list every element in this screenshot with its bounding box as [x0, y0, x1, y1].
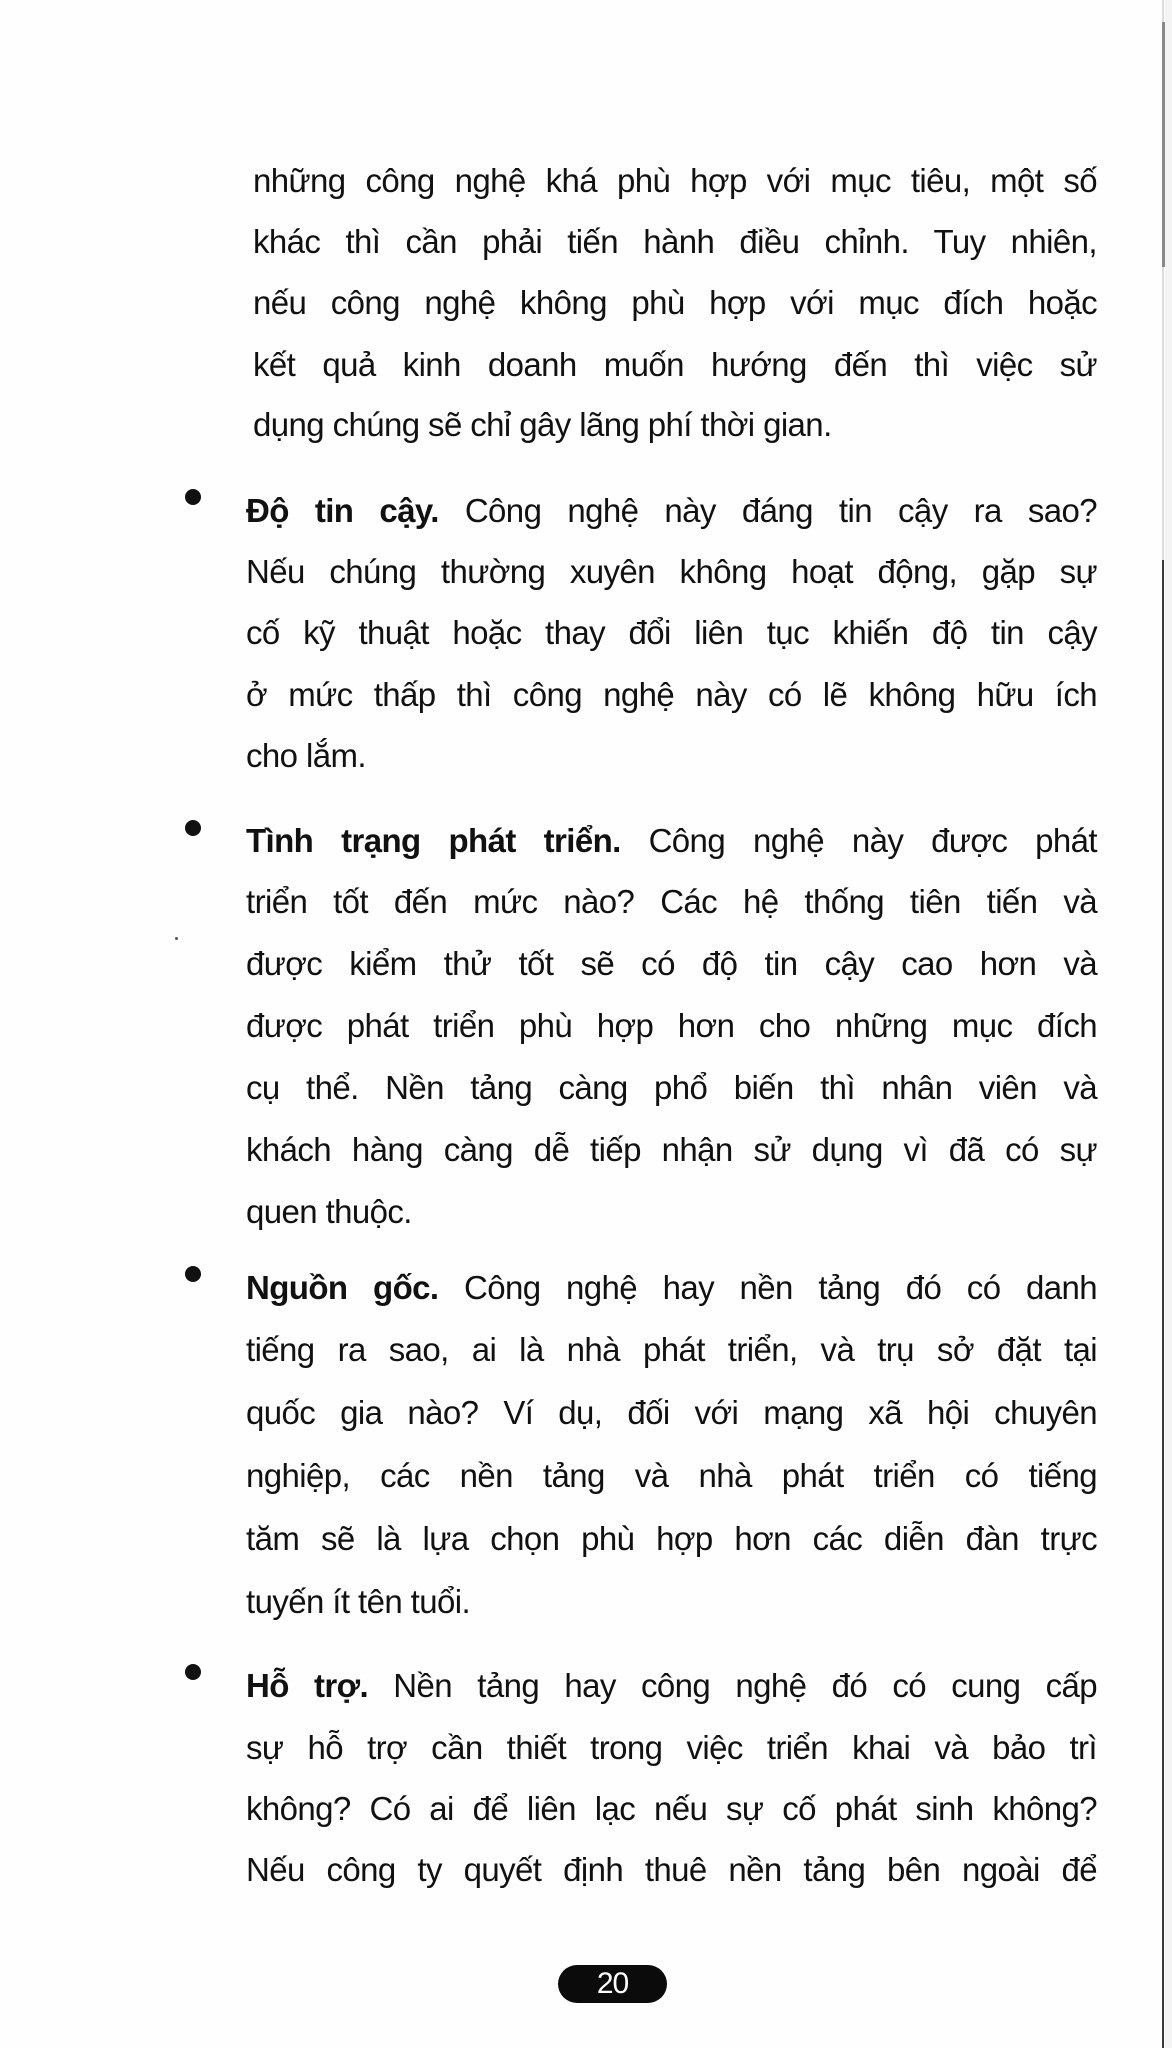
bullet-term: Độ tin cậy. [246, 492, 439, 529]
bullet-icon [185, 820, 201, 836]
paragraph-line: nếu công nghệ không phù hợp với mục đích hoặc [253, 284, 1097, 321]
bullet-line: quốc gia nào? Ví dụ, đối với mạng xã hội chuyên [246, 1394, 1097, 1431]
paragraph-line: kết quả kinh doanh muốn hướng đến thì việc sử [253, 346, 1097, 383]
scan-margin [1165, 0, 1172, 2048]
bullet-line: được kiểm thử tốt sẽ có độ tin cậy cao hơn và [246, 945, 1097, 982]
bullet-icon [185, 489, 201, 505]
bullet-line: sự hỗ trợ cần thiết trong việc triển khai và bảo trì [246, 1729, 1097, 1766]
bullet-line: cố kỹ thuật hoặc thay đổi liên tục khiến độ tin cậy [246, 614, 1097, 651]
bullet-text: Công nghệ này được phát [620, 822, 1097, 859]
page-number-badge: 20 [558, 1965, 667, 2003]
bullet-line: tiếng ra sao, ai là nhà phát triển, và trụ sở đặt tại [246, 1331, 1097, 1368]
bullet-line: Nếu chúng thường xuyên không hoạt động, gặp sự [246, 553, 1097, 590]
paragraph-line: khác thì cần phải tiến hành điều chỉnh. Tuy nhiên, [253, 223, 1097, 260]
bullet-term: Nguồn gốc. [246, 1269, 439, 1306]
bullet-line: tuyến ít tên tuổi. [246, 1583, 471, 1620]
bullet-line: ở mức thấp thì công nghệ này có lẽ không hữu ích [246, 676, 1097, 713]
bullet-line: quen thuộc. [246, 1193, 412, 1230]
bullet-line: cụ thể. Nền tảng càng phổ biến thì nhân viên và [246, 1069, 1097, 1106]
paragraph-line: những công nghệ khá phù hợp với mục tiêu, một số [253, 162, 1097, 199]
page-edge [1162, 560, 1164, 2048]
bullet-text: Nền tảng hay công nghệ đó có cung cấp [368, 1667, 1097, 1704]
bullet-line: triển tốt đến mức nào? Các hệ thống tiên tiến và [246, 883, 1097, 920]
bullet-icon [185, 1266, 201, 1282]
bullet-first-line [246, 480, 1097, 542]
bullet-line: cho lắm. [246, 737, 366, 774]
bullet-first-line [246, 810, 1097, 872]
bullet-line: được phát triển phù hợp hơn cho những mục đích [246, 1007, 1097, 1044]
bullet-first-line [246, 1257, 1097, 1319]
paragraph-line: dụng chúng sẽ chỉ gây lãng phí thời gian. [253, 406, 832, 443]
bullet-first-line [246, 1655, 1097, 1717]
bullet-line: Nếu công ty quyết định thuê nền tảng bên ngoài để [246, 1851, 1097, 1888]
bullet-text: Công nghệ này đáng tin cậy ra sao? [438, 492, 1097, 529]
bullet-line: không? Có ai để liên lạc nếu sự cố phát sinh không? [246, 1790, 1097, 1827]
bullet-term: Hỗ trợ. [246, 1667, 369, 1704]
bullet-text: Công nghệ hay nền tảng đó có danh [438, 1269, 1098, 1306]
bullet-term: Tình trạng phát triển. [246, 822, 621, 859]
bullet-line: khách hàng càng dễ tiếp nhận sử dụng vì đã có sự [246, 1131, 1097, 1168]
bullet-icon [185, 1664, 201, 1680]
bullet-line: tăm sẽ là lựa chọn phù hợp hơn các diễn đàn trực [246, 1520, 1097, 1557]
print-speck [175, 937, 178, 940]
bullet-line: nghiệp, các nền tảng và nhà phát triển có tiếng [246, 1457, 1097, 1494]
